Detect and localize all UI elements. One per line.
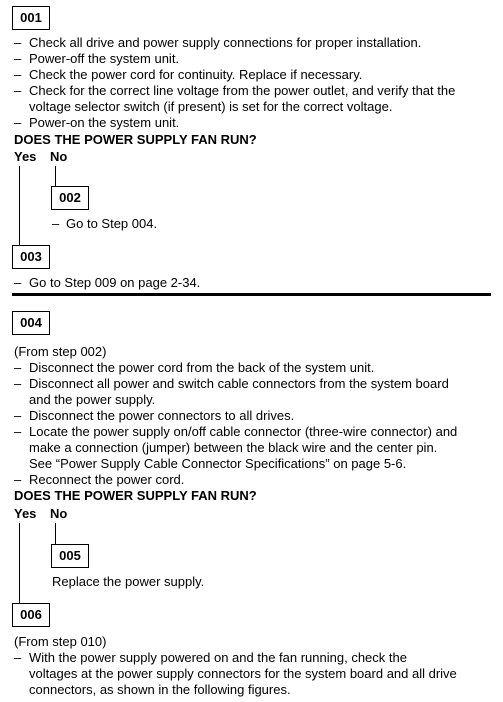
bullet-dash: – — [14, 650, 22, 665]
step-004-line-2: Disconnect all power and switch cable connectors from the system board — [29, 376, 449, 391]
bullet-dash: – — [14, 115, 22, 130]
section-divider — [12, 293, 491, 296]
step-004-box — [12, 311, 50, 335]
step-001-line-5: voltage selector switch (if present) is set for the correct voltage. — [29, 99, 393, 114]
step-002-label: 002 — [59, 190, 81, 205]
step-004-line-6: make a connection (jumper) between the black wire and the center pin. — [29, 440, 438, 455]
step-001-box — [12, 6, 50, 30]
step-004-line-1: Disconnect the power cord from the back of the system unit. — [29, 360, 375, 375]
yes-branch-line — [19, 166, 20, 245]
step-005-box — [51, 544, 89, 568]
bullet-dash: – — [14, 408, 22, 423]
step-006-box — [12, 603, 50, 627]
step-004-line-3: and the power supply. — [29, 392, 156, 407]
yes-branch-line — [19, 523, 20, 603]
bullet-dash: – — [14, 376, 22, 391]
bullet-dash: – — [14, 35, 22, 50]
bullet-dash: – — [14, 424, 22, 439]
bullet-dash: – — [14, 83, 22, 98]
step-001-line-4: Check for the correct line voltage from the power outlet, and verify that the — [29, 83, 456, 98]
step-005-text: Replace the power supply. — [52, 574, 205, 589]
step-006-line-3: connectors, as shown in the following figures. — [29, 682, 291, 697]
step-006-label: 006 — [20, 607, 42, 622]
step-002-box — [51, 186, 89, 210]
step-006-line-1: With the power supply powered on and the fan running, check the — [29, 650, 407, 665]
bullet-dash: – — [14, 51, 22, 66]
step-004-line-7: See “Power Supply Cable Connector Specifications” on page 5-6. — [29, 456, 407, 471]
bullet-dash: – — [14, 360, 22, 375]
step-006-line-2: voltages at the power supply connectors for the system board and all drive — [29, 666, 457, 681]
step-005-label: 005 — [59, 548, 81, 563]
step-004-no: No — [50, 506, 68, 521]
step-004-label: 004 — [20, 315, 42, 330]
step-001-no: No — [50, 149, 68, 164]
step-004-line-8: Reconnect the power cord. — [29, 472, 185, 487]
step-001-line-2: Power-off the system unit. — [29, 51, 180, 66]
step-001-label: 001 — [20, 10, 42, 25]
step-001-yes: Yes — [14, 149, 37, 164]
step-004-yes: Yes — [14, 506, 37, 521]
step-001-line-1: Check all drive and power supply connections for proper installation. — [29, 35, 422, 50]
step-002-text: Go to Step 004. — [66, 216, 158, 231]
bullet-dash: – — [14, 275, 22, 290]
step-004-from: (From step 002) — [14, 344, 107, 359]
step-006-from: (From step 010) — [14, 634, 107, 649]
step-003-label: 003 — [20, 249, 42, 264]
step-001-line-3: Check the power cord for continuity. Replace if necessary. — [29, 67, 363, 82]
no-branch-line — [55, 166, 56, 186]
step-004-line-5: Locate the power supply on/off cable connector (three-wire connector) and — [29, 424, 458, 439]
bullet-dash: – — [52, 216, 60, 231]
no-branch-line — [55, 523, 56, 544]
bullet-dash: – — [14, 472, 22, 487]
step-004-line-4: Disconnect the power connectors to all drives. — [29, 408, 295, 423]
step-001-question: DOES THE POWER SUPPLY FAN RUN? — [14, 132, 257, 147]
step-003-box — [12, 245, 50, 269]
step-004-question: DOES THE POWER SUPPLY FAN RUN? — [14, 488, 257, 503]
bullet-dash: – — [14, 67, 22, 82]
step-001-line-6: Power-on the system unit. — [29, 115, 180, 130]
step-003-text: Go to Step 009 on page 2-34. — [29, 275, 201, 290]
